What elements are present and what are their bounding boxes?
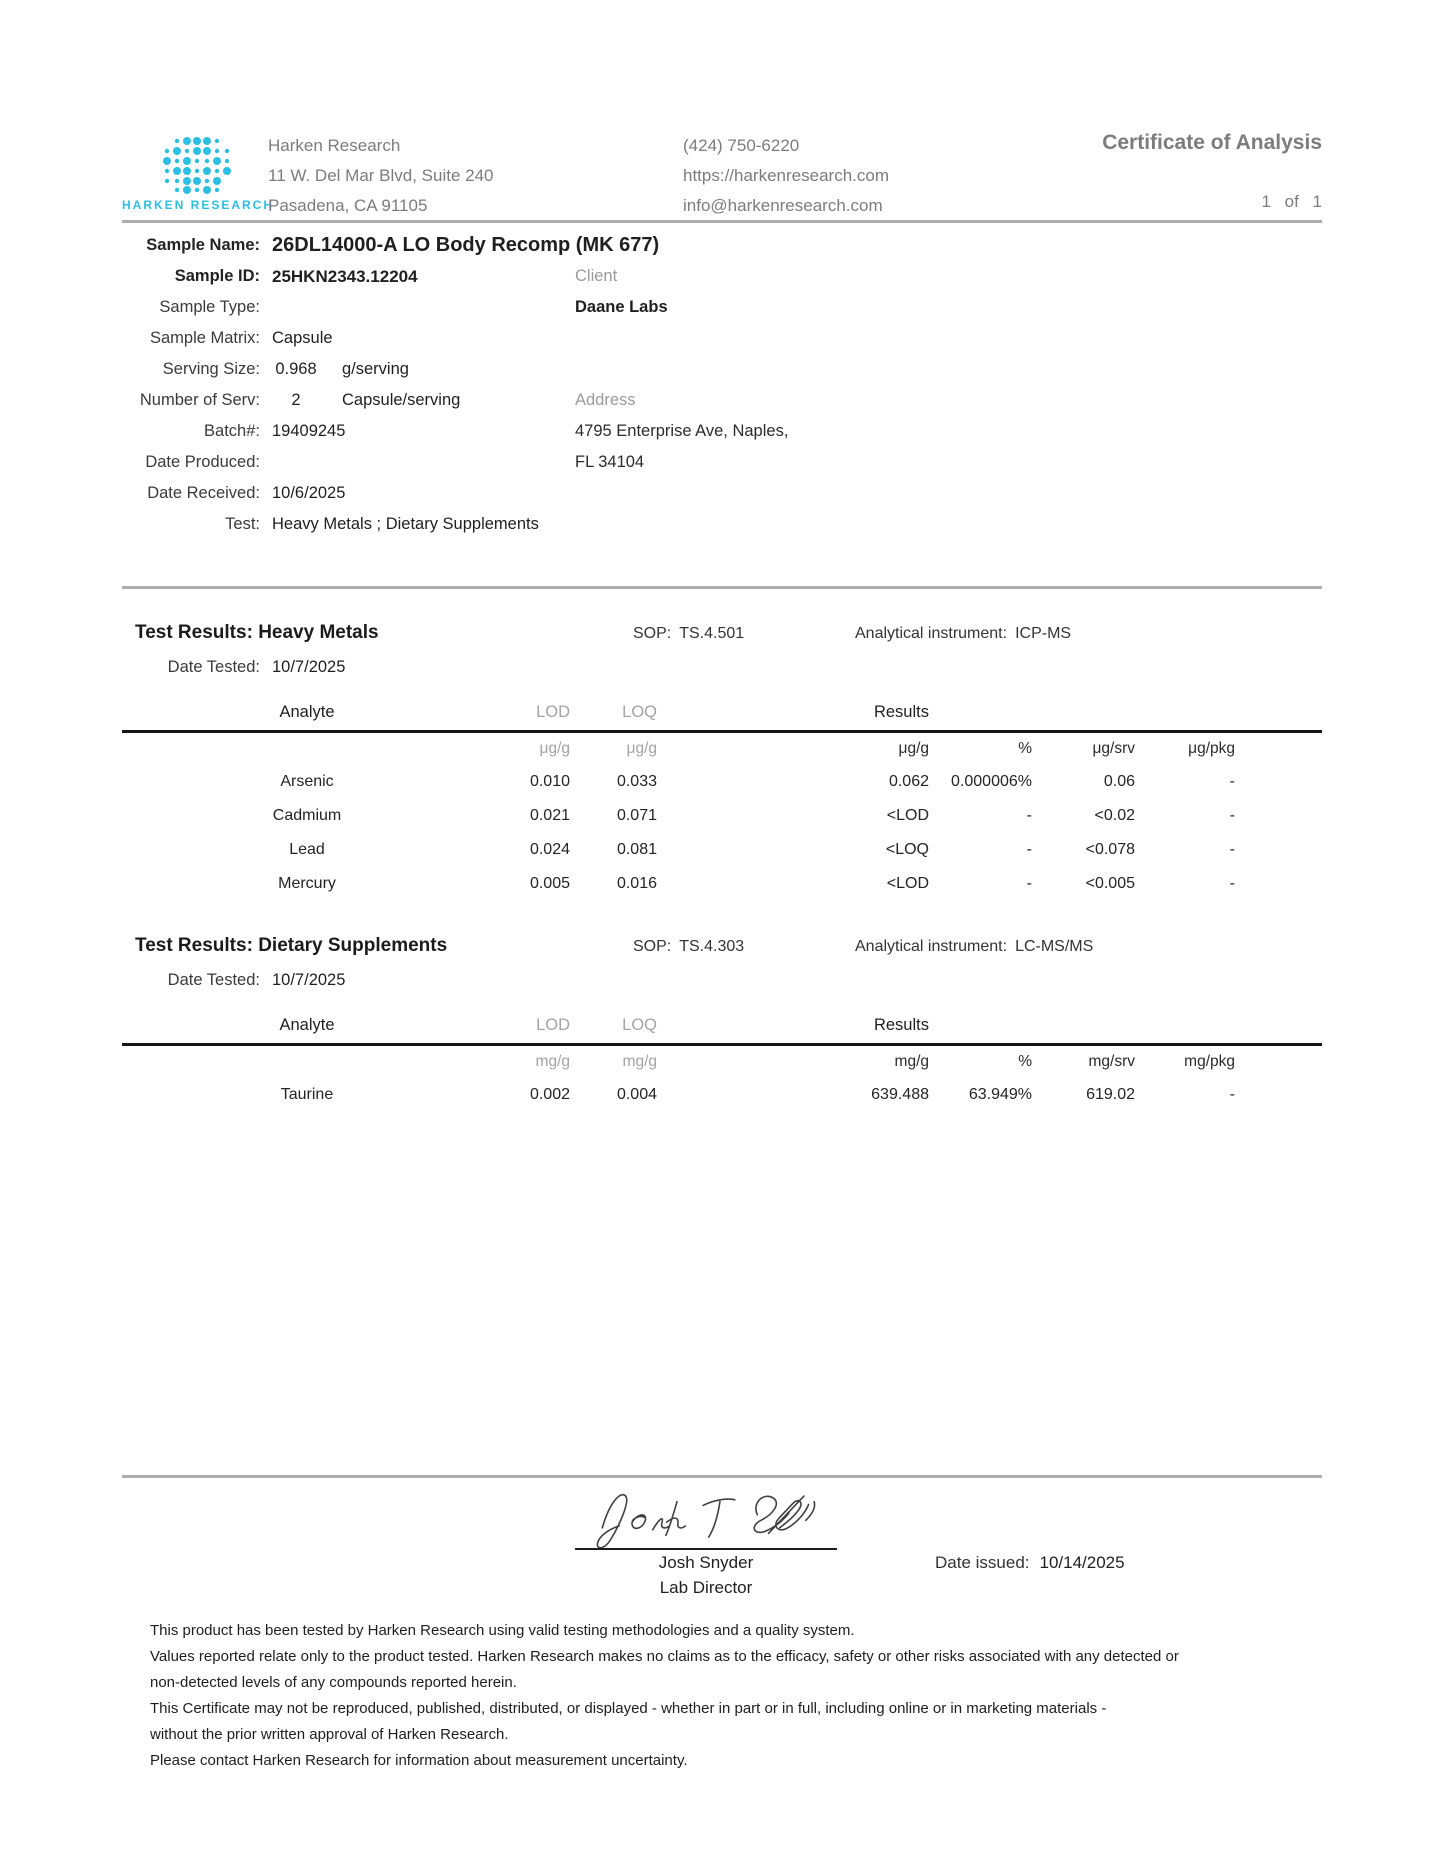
date-produced-label: Date Produced:: [145, 453, 260, 471]
analyte-cell: Lead: [289, 841, 325, 858]
date-tested-label: Date Tested:: [167, 971, 260, 989]
percent-unit: %: [1018, 740, 1032, 757]
test-section-heavy-metals: [122, 622, 1322, 901]
sop-value: TS.4.303: [679, 938, 745, 955]
result-cell: <LOD: [886, 807, 929, 824]
signatory-title: Lab Director: [659, 1578, 753, 1597]
units-row: [122, 1045, 1322, 1079]
per-serving-unit: μg/srv: [1092, 740, 1135, 757]
percent-cell: -: [1026, 875, 1032, 892]
sample-name-row: [122, 230, 660, 261]
per-package-cell: -: [1229, 807, 1235, 824]
dietary-supplements-results-table: [122, 1007, 1322, 1112]
company-phone: (424) 750-6220: [683, 136, 800, 155]
client-address-line2: FL 34104: [575, 453, 645, 471]
sample-name-value: 26DL14000-A LO Body Recomp (MK 677): [272, 234, 660, 256]
test-row: [122, 509, 572, 540]
analyte-cell: Mercury: [278, 875, 336, 892]
section-title-label: Test Results:: [135, 935, 253, 956]
result-cell: 0.062: [888, 773, 929, 790]
section-title: [135, 622, 379, 644]
table-header-row: [122, 1007, 1322, 1045]
results-column-header: Results: [657, 1007, 929, 1045]
client-address-line1: 4795 Enterprise Ave, Naples,: [575, 422, 789, 440]
per-serving-cell: 619.02: [1086, 1086, 1135, 1103]
logo-wordmark: HARKEN RESEARCH: [122, 198, 275, 212]
sample-id-value: 25HKN2343.12204: [272, 266, 418, 286]
analyte-cell: Taurine: [280, 1086, 334, 1103]
company-name: Harken Research: [268, 136, 401, 155]
client-name: Daane Labs: [575, 298, 668, 316]
sample-matrix-label: Sample Matrix:: [149, 329, 260, 347]
document-title: Certificate of Analysis: [1102, 131, 1322, 154]
date-tested-row: [122, 652, 1322, 683]
heavy-metals-results-table: [122, 694, 1322, 901]
batch-value: 19409245: [272, 422, 346, 440]
percent-cell: 63.949%: [968, 1086, 1032, 1103]
date-tested-label: Date Tested:: [167, 658, 260, 676]
section-title-label: Test Results:: [135, 622, 253, 643]
date-tested-value: 10/7/2025: [272, 971, 346, 989]
analyte-cell: Cadmium: [272, 807, 342, 824]
test-value: Heavy Metals ; Dietary Supplements: [272, 515, 539, 533]
signature-line: [575, 1548, 837, 1550]
number-of-servings-row: [122, 385, 572, 416]
sop-field: [633, 938, 744, 956]
batch-row: [122, 416, 572, 447]
lod-column-header: LOD: [492, 1007, 570, 1045]
percent-cell: -: [1026, 807, 1032, 824]
client-label: Client: [575, 267, 618, 285]
sample-name-label: Sample Name:: [146, 236, 260, 254]
date-tested-row: [122, 965, 1322, 996]
instrument-label: Analytical instrument:: [855, 938, 1008, 955]
result-cell: <LOD: [886, 875, 929, 892]
section-title-value: Dietary Supplements: [258, 935, 448, 956]
sample-matrix-value: Capsule: [272, 329, 333, 347]
date-produced-row: [122, 447, 572, 478]
disclaimer-line: Please contact Harken Research for information about measurement uncertainty.: [150, 1752, 688, 1769]
loq-unit: μg/g: [626, 740, 657, 757]
lod-column-header: LOD: [492, 694, 570, 732]
per-serving-unit: mg/srv: [1088, 1053, 1135, 1070]
instrument-value: ICP-MS: [1015, 625, 1072, 642]
lod-cell: 0.010: [529, 773, 570, 790]
instrument-field: [855, 625, 1071, 643]
date-received-row: [122, 478, 572, 509]
section-title-value: Heavy Metals: [258, 622, 379, 643]
loq-cell: 0.004: [616, 1086, 657, 1103]
disclaimer-line: Values reported relate only to the product tested. Harken Research makes no claims as to the efficacy, safety or other risks associated with any detected or: [150, 1648, 1179, 1665]
loq-unit: mg/g: [622, 1053, 657, 1070]
result-cell: <LOQ: [885, 841, 929, 858]
serving-size-row: [122, 354, 572, 385]
page-count: 1 of 1: [1261, 192, 1322, 211]
number-of-servings-unit: Capsule/serving: [342, 391, 461, 409]
loq-cell: 0.081: [616, 841, 657, 858]
sample-type-row: [122, 292, 572, 323]
lod-cell: 0.002: [529, 1086, 570, 1103]
percent-unit: %: [1018, 1053, 1032, 1070]
instrument-value: LC-MS/MS: [1015, 938, 1094, 955]
contact-info-block: [683, 131, 889, 221]
analyte-column-header: Analyte: [122, 694, 492, 732]
number-of-servings-value: 2: [291, 391, 301, 409]
company-info-block: [268, 131, 494, 221]
table-row-arsenic: [122, 765, 1322, 799]
sop-field: [633, 625, 744, 643]
per-package-cell: -: [1229, 1086, 1235, 1103]
date-issued-field: [935, 1553, 1125, 1573]
date-received-value: 10/6/2025: [272, 484, 346, 502]
lod-cell: 0.005: [529, 875, 570, 892]
sample-id-row: [122, 261, 572, 292]
instrument-field: [855, 938, 1093, 956]
disclaimer-line: without the prior written approval of Harken Research.: [150, 1726, 509, 1743]
per-serving-cell: <0.02: [1094, 807, 1135, 824]
client-info-block: [575, 261, 788, 478]
test-label: Test:: [225, 515, 260, 533]
per-package-cell: -: [1229, 875, 1235, 892]
sample-type-label: Sample Type:: [159, 298, 260, 316]
loq-column-header: LOQ: [570, 694, 657, 732]
per-serving-cell: <0.005: [1085, 875, 1135, 892]
table-row-lead: [122, 833, 1322, 867]
analyte-cell: Arsenic: [280, 773, 334, 790]
percent-cell: -: [1026, 841, 1032, 858]
number-of-servings-label: Number of Serv:: [139, 391, 260, 409]
result-cell: 639.488: [871, 1086, 929, 1103]
table-row-cadmium: [122, 799, 1322, 833]
disclaimer-line: This product has been tested by Harken Research using valid testing methodologies and a quality system.: [150, 1622, 855, 1639]
disclaimer-line: non-detected levels of any compounds reported herein.: [150, 1674, 517, 1691]
sop-value: TS.4.501: [679, 625, 745, 642]
disclaimer-line: This Certificate may not be reproduced, published, distributed, or displayed - whether in part or in full, including online or in marketing materials -: [150, 1700, 1107, 1717]
test-section-dietary-supplements: [122, 935, 1322, 1112]
signature-image: [555, 1483, 855, 1553]
lod-unit: μg/g: [539, 740, 570, 757]
company-website-link[interactable]: https://harkenresearch.com: [683, 166, 889, 185]
per-package-cell: -: [1229, 841, 1235, 858]
company-email-link[interactable]: info@harkenresearch.com: [683, 196, 883, 215]
company-logo: [122, 136, 275, 212]
table-row-taurine: [122, 1078, 1322, 1112]
results-column-header: Results: [657, 694, 929, 732]
sample-id-label: Sample ID:: [174, 267, 260, 285]
date-received-label: Date Received:: [147, 484, 260, 502]
sample-matrix-row: [122, 323, 572, 354]
company-address-line1: 11 W. Del Mar Blvd, Suite 240: [268, 166, 494, 185]
loq-column-header: LOQ: [570, 1007, 657, 1045]
logo-dots-icon: [163, 136, 231, 194]
lod-cell: 0.021: [529, 807, 570, 824]
table-row-mercury: [122, 867, 1322, 901]
serving-size-label: Serving Size:: [162, 360, 260, 378]
units-row: [122, 732, 1322, 766]
per-package-unit: μg/pkg: [1188, 740, 1235, 757]
date-issued-label: Date issued:: [935, 1553, 1030, 1572]
section-divider: [122, 586, 1322, 589]
loq-cell: 0.033: [616, 773, 657, 790]
analyte-column-header: Analyte: [122, 1007, 492, 1045]
company-address-line2: Pasadena, CA 91105: [268, 196, 428, 215]
lod-cell: 0.024: [529, 841, 570, 858]
serving-size-value: 0.968: [275, 360, 317, 378]
header-divider: [122, 220, 1322, 223]
footer-divider: [122, 1475, 1322, 1478]
per-serving-cell: <0.078: [1085, 841, 1135, 858]
per-package-cell: -: [1229, 773, 1235, 790]
client-spacer: [575, 323, 788, 385]
instrument-label: Analytical instrument:: [855, 625, 1008, 642]
date-issued-value: 10/14/2025: [1039, 1553, 1125, 1572]
loq-cell: 0.016: [616, 875, 657, 892]
client-address-label: Address: [575, 391, 636, 409]
percent-cell: 0.000006%: [951, 773, 1032, 790]
result-unit: μg/g: [898, 740, 929, 757]
per-package-unit: mg/pkg: [1184, 1053, 1235, 1070]
disclaimer-block: [150, 1618, 1179, 1774]
serving-size-unit: g/serving: [342, 360, 409, 378]
loq-cell: 0.071: [616, 807, 657, 824]
lod-unit: mg/g: [535, 1053, 570, 1070]
table-header-row: [122, 694, 1322, 732]
per-serving-cell: 0.06: [1103, 773, 1135, 790]
result-unit: mg/g: [894, 1053, 929, 1070]
sop-label: SOP:: [633, 625, 672, 642]
sop-label: SOP:: [633, 938, 672, 955]
section-title: [135, 935, 447, 957]
batch-label: Batch#:: [204, 422, 260, 440]
signatory-name: Josh Snyder: [658, 1553, 754, 1572]
date-tested-value: 10/7/2025: [272, 658, 346, 676]
